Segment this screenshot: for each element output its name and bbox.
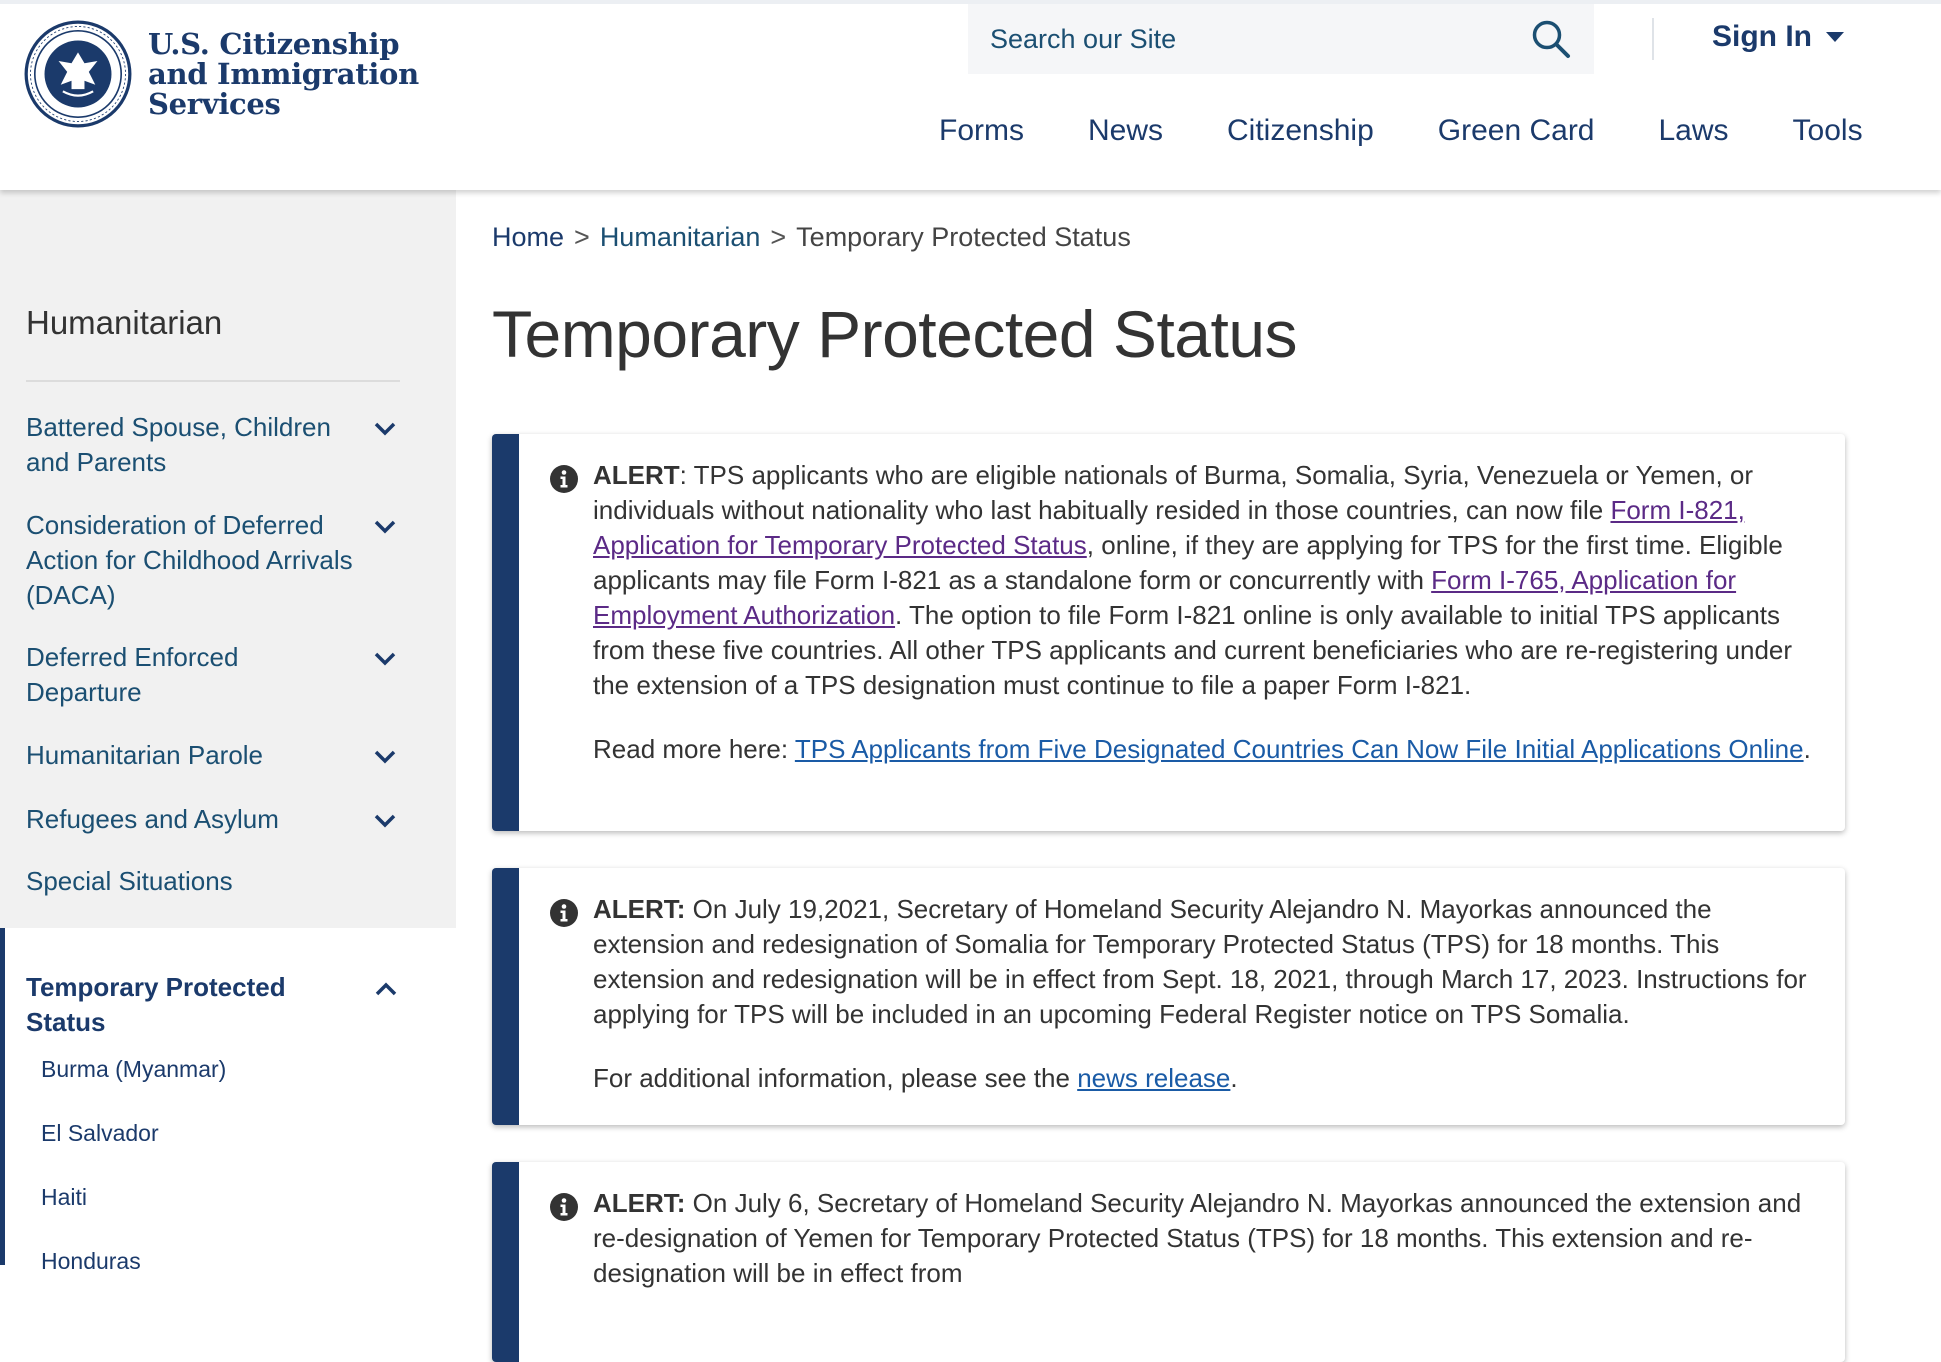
sidebar-active-section [0, 928, 461, 1274]
nav-green-card[interactable]: Green Card [1437, 114, 1595, 147]
info-icon [549, 464, 579, 494]
nav-tools[interactable]: Tools [1792, 114, 1863, 147]
sidebar-subitem-haiti[interactable]: Haiti [41, 1184, 88, 1210]
agency-line-1: U.S. Citizenship [148, 27, 400, 61]
nav-citizenship[interactable]: Citizenship [1227, 114, 1374, 147]
uscis-logo[interactable] [24, 20, 419, 128]
alert-label: ALERT: [593, 1188, 686, 1218]
sidebar-item-ded[interactable]: Deferred Enforced Departure [26, 642, 239, 707]
tps-online-news-link[interactable]: TPS Applicants from Five Designated Countries Can Now File Initial Applications Online [794, 734, 1804, 764]
alert-text: , online, if they are applying for TPS for the first time. Eligible applicants may file Form I-821 as a standalone form or concurrently with [593, 530, 1783, 595]
sidebar-item-humanitarian-parole[interactable]: Humanitarian Parole [26, 740, 264, 770]
form-i-765-link[interactable]: Form I-765, Application for Employment Authorization [593, 565, 1737, 630]
breadcrumb [492, 222, 1131, 253]
alert-body [593, 458, 1823, 767]
alert-text: . [1230, 1063, 1238, 1093]
breadcrumb-current: Temporary Protected Status [796, 222, 1131, 252]
alert-body [593, 892, 1823, 1096]
header-divider [1652, 18, 1654, 60]
alert-text: Read more here: [593, 734, 795, 764]
sidebar-item-daca[interactable]: Consideration of Deferred Action for Childhood Arrivals (DACA) [26, 510, 353, 610]
main-nav [939, 114, 1927, 148]
form-i-821-link[interactable]: Form I-821, Application for Temporary Protected Status [593, 495, 1745, 560]
alert-paragraph [593, 892, 1823, 1032]
info-icon [549, 1192, 579, 1222]
alert-paragraph [593, 732, 1823, 767]
alert-text: : TPS applicants who are eligible nationals of Burma, Somalia, Syria, Venezuela or Yemen, or individuals without nationality who last habitually resided in those countries, can now file [593, 460, 1754, 525]
search-input[interactable] [988, 18, 1512, 60]
sidebar-item-refugees-asylum[interactable]: Refugees and Asylum [26, 804, 279, 834]
alert-text: On July 6, Secretary of Homeland Security Alejandro N. Mayorkas announced the extension and re-designation of Yemen for Temporary Protected Status (TPS) for 18 months. This extension and re-designation will be in effect from [593, 1188, 1802, 1288]
chevron-down-icon[interactable] [372, 514, 398, 540]
breadcrumb-home[interactable]: Home [492, 222, 565, 252]
dhs-seal-icon [24, 20, 132, 128]
nav-news[interactable]: News [1088, 114, 1164, 147]
alert-online-filing [492, 434, 1845, 831]
sign-in-button[interactable] [1712, 20, 1844, 54]
breadcrumb-separator: > [770, 222, 787, 252]
nav-laws[interactable]: Laws [1658, 114, 1729, 147]
sidebar-subitem-honduras[interactable]: Honduras [41, 1248, 141, 1274]
sidebar-item-special-situations[interactable]: Special Situations [26, 866, 233, 896]
sidebar-title[interactable]: Humanitarian [26, 304, 223, 341]
agency-line-2: and Immigration [148, 57, 419, 91]
alert-label: ALERT: [593, 894, 686, 924]
chevron-down-icon[interactable] [372, 744, 398, 770]
alert-text: . [1803, 734, 1811, 764]
alert-paragraph [593, 458, 1823, 703]
site-header [0, 0, 1941, 190]
agency-line-3: Services [148, 87, 281, 121]
chevron-down-icon[interactable] [372, 646, 398, 672]
sidebar-subitem-burma[interactable]: Burma (Myanmar) [41, 1056, 227, 1082]
sidebar-item-battered-spouse[interactable]: Battered Spouse, Children and Parents [26, 412, 331, 477]
news-release-link[interactable]: news release [1077, 1063, 1231, 1093]
sidebar-item-tps[interactable]: Temporary Protected Status [26, 972, 286, 1037]
nav-forms[interactable]: Forms [939, 114, 1024, 147]
alert-paragraph [593, 1186, 1823, 1291]
sidebar-subitem-el-salvador[interactable]: El Salvador [41, 1120, 159, 1146]
alert-body [593, 1186, 1823, 1291]
caret-down-icon [1826, 32, 1844, 42]
alert-label: ALERT [593, 460, 680, 490]
alert-somalia [492, 868, 1845, 1125]
sidebar-divider [26, 380, 400, 382]
chevron-down-icon[interactable] [372, 416, 398, 442]
chevron-up-icon[interactable] [373, 976, 399, 1002]
alert-text: On July 19,2021, Secretary of Homeland Security Alejandro N. Mayorkas announced the extension and redesignation of Somalia for Temporary Protected Status (TPS) for 18 months. This extension and redesignation will be in effect from Sept. 18, 2021, through March 17, 2023. Instructions for applying for TPS will be included in an upcoming Federal Register notice on TPS Somalia. [593, 894, 1807, 1029]
page-title: Temporary Protected Status [492, 297, 1298, 371]
sidebar [0, 186, 456, 1274]
alert-text: For additional information, please see the [593, 1063, 1078, 1093]
alert-text: . The option to file Form I-821 online is only available to initial TPS applicants from these five countries. All other TPS applicants and current beneficiaries who are re-registering under the extension of a TPS designation must continue to file a paper Form I-821. [593, 600, 1793, 700]
chevron-down-icon[interactable] [372, 808, 398, 834]
search-icon[interactable] [1530, 18, 1572, 60]
alert-yemen [492, 1162, 1845, 1362]
sign-in-label: Sign In [1712, 20, 1812, 53]
search-bar [968, 4, 1594, 74]
agency-name [148, 29, 419, 119]
breadcrumb-separator: > [574, 222, 590, 252]
alert-paragraph [593, 1061, 1823, 1096]
breadcrumb-humanitarian[interactable]: Humanitarian [599, 222, 761, 252]
info-icon [549, 898, 579, 928]
